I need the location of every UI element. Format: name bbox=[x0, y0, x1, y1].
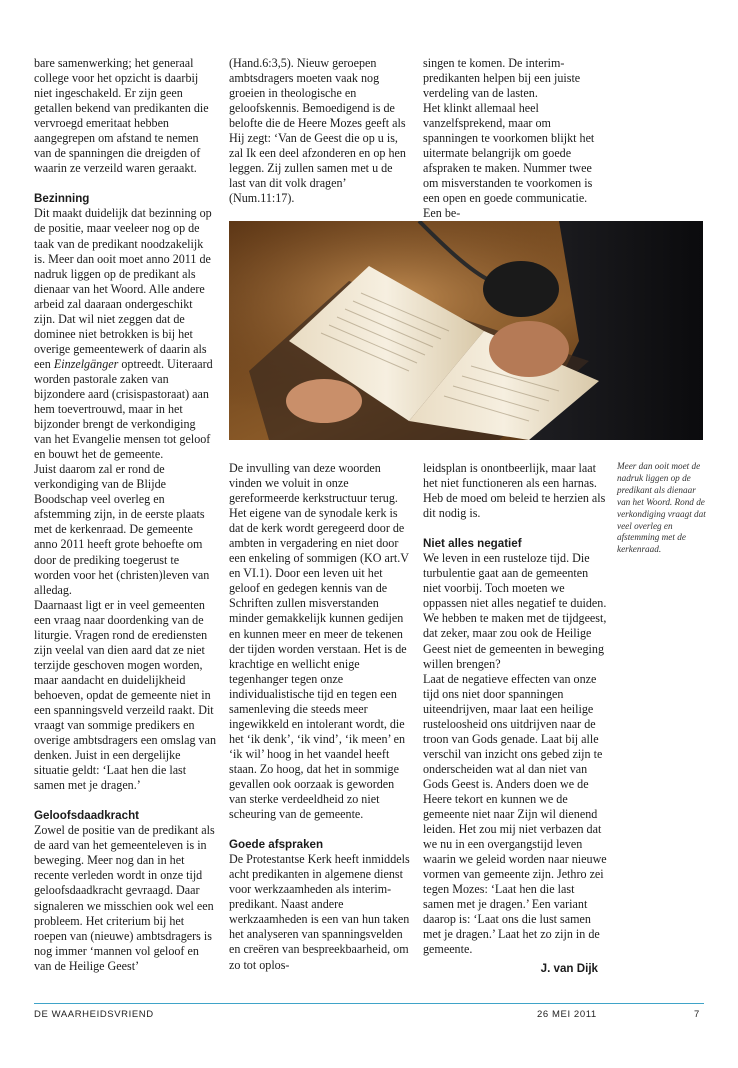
caption-text: Meer dan ooit moet de nadruk liggen op de predikant als dienaar van het Woord. Rond de verkondiging vraagt dat veel overleg en afstemming met de kerkenraad. bbox=[617, 461, 706, 555]
article-column-1 bbox=[34, 56, 216, 974]
article-column-2-top bbox=[229, 56, 411, 206]
page-number: 7 bbox=[694, 1009, 700, 1020]
paragraph: De Protestantse Kerk heeft inmiddels acht predikanten in algemene dienst voor werkzaamheden als interim-predikant. Naast andere werkzaamheden is een van hun taken het analyseren van spanningsvelden en creëren van bespreekbaarheid, om zo tot oplos- bbox=[229, 852, 410, 972]
hand-right bbox=[489, 321, 569, 377]
paragraph: singen te komen. De interim-predikanten helpen bij een juiste verdeling van de lasten. bbox=[423, 56, 581, 101]
article-column-2-bottom bbox=[229, 461, 411, 973]
section-heading-geloofsdaadkracht: Geloofsdaadkracht bbox=[34, 809, 140, 823]
paragraph: Zowel de positie van de predikant als de aard van het gemeenteleven is in beweging. Meer nog dan in het recente verleden wordt in onze tijd geloofsdaadkracht gevraagd. Daar signaleren we misschien ook wel een probleem. Het criterium bij het roepen van (nieuwe) ambtsdragers is nog immer ‘mannen vol geloof en van de Heilige Geest’ bbox=[34, 823, 215, 973]
photo-caption bbox=[617, 461, 709, 556]
issue-date: 26 MEI 2011 bbox=[537, 1009, 597, 1020]
article-column-3-bottom bbox=[423, 461, 608, 976]
microphone-head bbox=[483, 261, 559, 317]
paragraph-text: optreedt. Uiteraard worden pastorale zaken van bijzondere aard (crisispastoraat) aan hem toevertrouwd, maar in het bijzonder brengt de verkondiging van het Evangelie mensen tot geloof en bouwt het de gemeente. bbox=[34, 356, 213, 462]
paragraph: (Hand.6:3,5). Nieuw geroepen ambtsdragers moeten vaak nog groeien in theologische en geloofskennis. Bemoedigend is de belofte die de Heere Mozes geeft als Hij zegt: ‘Van de Geest die op u is, zal Ik een deel afzonderen en op hen leggen. Zij zullen samen met u de last van dit volk dragen’ (Num.11:17). bbox=[229, 56, 406, 206]
paragraph: leidsplan is onontbeerlijk, maar laat het niet functioneren als een harnas. Heb de moed om beleid te herzien als dit nodig is. bbox=[423, 461, 606, 521]
paragraph: Daarnaast ligt er in veel gemeenten een vraag naar doordenking van de liturgie. Vragen rond de erediensten zijn veelal van dien aard dat ze niet terzijde geschoven mogen worden, maar aandacht en duidelijkheid behoeven, opdat de gemeente niet in een spanningsveld verzeild raakt. Dit vraagt van sommige predikers en overige ambtsdragers een omslag van denken. Juist in een dergelijke situatie geldt: ‘Laat hen die last samen met je dragen.’ bbox=[34, 597, 217, 793]
article-photo-open-bible-microphone bbox=[229, 221, 703, 440]
paragraph: Het klinkt allemaal heel vanzelfsprekend, maar om spanningen te voorkomen blijkt het uitermate belangrijk om goede afspraken te maken. Nummer twee om misverstanden te voorkomen is een open en goede communicatie. Een be- bbox=[423, 101, 595, 221]
paragraph bbox=[34, 206, 216, 462]
paragraph: De invulling van deze woorden vinden we voluit in onze gereformeerde kerkstructuur terug. Het eigene van de synodale kerk is dat de kerk wordt geregeerd door de ambten in vergadering en niet door een enkeling of sommigen (KO art.V en VI.1). Door een leven uit het geloof en gedegen kennis van de Schriften zullen misverstanden minder gemakkelijk kunnen gedijen en kunnen meer en meer de tekenen der tijden worden verstaan. Het is de krachtige en wellicht enige tegenhanger tegen onze individualistische tijd en tegen een samenleving die steeds meer ingewikkeld en intolerant wordt, die het ‘ik denk’, ‘ik vind’, ‘ik meen’ en ‘ik wil’ hoog in het vaandel heeft staan. Zo hoog, dat het in sommige gevallen ook oorzaak is geworden van sterke verdeeldheid zo niet scheuring van de gemeente. bbox=[229, 461, 409, 822]
hand-left bbox=[286, 379, 362, 423]
paragraph: Laat de negatieve effecten van onze tijd ons niet door spanningen uiteendrijven, maar laat een heilige rusteloosheid ons uitdrijven naar de troon van Gods genade. Laat bij alle verschil van inzicht ons gebed zijn te onderscheiden wat al dan niet van Gods Geest is. Anders doen we de Heere tekort en kunnen we de gemeente niet naar Zijn wil dienend leiden. Het zou mij niet verbazen dat we nu in een overgangstijd leven waarin we geleid worden naar nieuwe vormen van gemeente zijn. Jethro zei tegen Mozes: ‘Laat hen die last samen met je dragen.’ Een variant daarop is: ‘Laat ons die lust samen met je dragen.’ Laat het zo zijn in de gemeente. bbox=[423, 671, 607, 957]
paragraph-text: Dit maakt duidelijk dat bezinning op de positie, maar veeleer nog op de taak van de predikant noodzakelijk is. Meer dan ooit moet anno 2011 de nadruk liggen op de predikant als dienaar van het Woord. Alle andere arbeid zal daaraan ondergeschikt zijn. Dat wil niet zeggen dat de dominee niet betrokken is bij het overige gemeentewerk of daarin als een bbox=[34, 206, 212, 371]
article-column-3-top bbox=[423, 56, 608, 222]
section-heading-niet-alles-negatief: Niet alles negatief bbox=[423, 537, 522, 551]
paragraph: Juist daarom zal er rond de verkondiging van de Blijde Boodschap veel overleg en afstemming zijn, in de eerste plaats met de kerkenraad. De gemeente anno 2011 heeft grote behoefte om door de prediking toegerust te worden voor het (christen)leven van alledag. bbox=[34, 462, 210, 597]
foreign-term: Einzelgänger bbox=[53, 356, 119, 371]
author-signature: J. van Dijk bbox=[540, 961, 598, 975]
paragraph: bare samenwerking; het generaal college voor het opzicht is daarbij niet ingeschakeld. Er zijn geen getallen bekend van predikanten die vervroegd emeritaat hebben aangegrepen om afstand te nemen van de spanningen die dreigden of waarin ze verzeild waren geraakt. bbox=[34, 56, 209, 176]
section-heading-goede-afspraken: Goede afspraken bbox=[229, 838, 324, 852]
paragraph: We leven in een rusteloze tijd. Die turbulentie gaat aan de gemeenten niet voorbij. Toch moeten we oppassen niet alles negatief te duiden. We hebben te maken met de tijdgeest, dat zeker, maar zou ook de Heilige Geest niet de gemeenten in beweging willen brengen? bbox=[423, 551, 607, 671]
publication-name: DE WAARHEIDSVRIEND bbox=[34, 1009, 154, 1020]
footer-divider bbox=[34, 1003, 704, 1004]
section-heading-bezinning: Bezinning bbox=[34, 192, 90, 206]
